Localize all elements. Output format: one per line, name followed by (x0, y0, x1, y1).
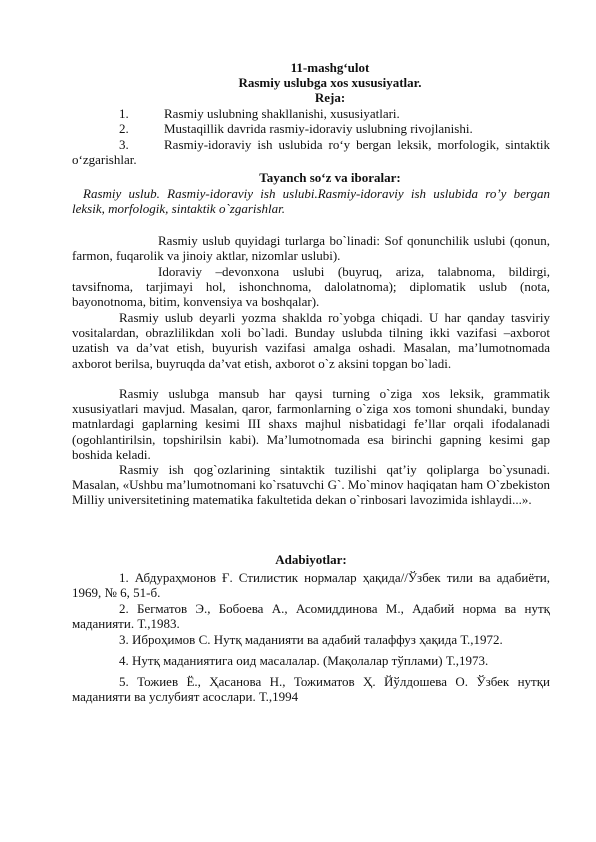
plan-item-text: Rasmiy-idoraviy ish uslubida ro‘y bergan leksik, morfologik, sintaktik o‘zgarishlar. (72, 137, 550, 168)
plan-item-number: 1. (119, 106, 129, 121)
reference-item: 1. Абдураҳмонов Ғ. Стилистик нормалар ҳақида//Ўзбек тили ва адабиёти, 1969, № 6, 51-б. (72, 570, 550, 601)
plan-item-number: 3. (119, 137, 129, 152)
paragraph: Idoraviy –devonxona uslubi (buyruq, ariza, talabnoma, bildirgi, tavsifnoma, tarjimayi hol, ishonchnoma, dalolatnoma); diplomatik uslub (nota, bayonotnoma, bitim, konvensiya va boshqalar). (72, 264, 550, 310)
plan-list (110, 106, 550, 136)
lesson-subtitle: Rasmiy uslubga xos xususiyatlar. (238, 75, 422, 90)
keywords-heading: Tayanch so‘z va iboralar: (259, 170, 401, 185)
plan-item-text: Rasmiy uslubning shakllanishi, xususiyatlari. (164, 106, 400, 121)
keywords-text: Rasmiy uslub. Rasmiy-idoraviy ish uslubi.Rasmiy-idoraviy ish uslubida ro’y bergan leksik, morfologik, sintaktik o`zgarishlar. (72, 186, 550, 217)
paragraph: Rasmiy uslubga mansub har qaysi turning o`ziga xos leksik, grammatik xususiyatlari mavjud. Masalan, qaror, farmonlarning o`ziga xos tomoni shundaki, bunday matnlardagi gaplarning kesimi III shaxs majhul nisbatidagi fe’llar orqali ifodalanadi (ogohlantirilsin, topshirilsin kabi). Ma’lumotnomada esa birinchi gapning kesimi gap boshida keladi. (72, 386, 550, 462)
references-heading: Adabiyotlar: (275, 552, 347, 567)
reference-item: 4. Нутқ маданиятига оид масалалар. (Мақолалар тўплами) Т.,1973. (119, 653, 489, 668)
plan-item (110, 106, 550, 121)
paragraph: Rasmiy ish qog`ozlarining sintaktik tuzilishi qat’iy qoliplarga bo`ysunadi. Masalan, «Ushbu ma’lumotnomani ko`rsatuvchi G`. Mo`minov haqiqatan ham O`zbekiston Milliy universitetining matematika fakultetida dekan o`rinbosari lavozimida ishlaydi...». (72, 462, 550, 508)
plan-item-wrapped (72, 137, 550, 167)
plan-item-number: 2. (119, 121, 129, 137)
plan-item (110, 121, 550, 136)
reference-item: 3. Иброҳимов С. Нутқ маданияти ва адабий талаффуз ҳақида Т.,1972. (119, 632, 503, 647)
lesson-title: 11-mashg‘ulot (290, 60, 370, 75)
reference-item: 2. Бегматов Э., Бобоева А., Асомиддинова М., Адабий норма ва нутқ маданияти. Т.,1983. (72, 601, 550, 632)
paragraph: Rasmiy uslub quyidagi turlarga bo`linadi: Sof qonunchilik uslubi (qonun, farmon, fuqarolik va jinoiy aktlar, nizomlar uslubi). (72, 233, 550, 264)
plan-item-text: Mustaqillik davrida rasmiy-idoraviy uslubning rivojlanishi. (164, 121, 473, 137)
reference-item: 5. Тожиев Ё., Ҳасанова Н., Тожиматов Ҳ. Йўлдошева О. Ўзбек нутқи маданияти ва услубият асослари. Т.,1994 (72, 674, 550, 705)
plan-heading: Reja: (314, 90, 346, 105)
paragraph: Rasmiy uslub deyarli yozma shaklda ro`yobga chiqadi. U har qanday tasviriy vositalardan, obrazlilikdan xoli bo`ladi. Bunday uslubda tilning ikki vazifasi –axborot uzatish va da’vat etish, buyurish vazifasi amalga oshadi. Masalan, ma’lumotnomada axborot berilsa, buyruqda da’vat etish, axborot o`z aksini topgan bo`ladi. (72, 310, 550, 371)
